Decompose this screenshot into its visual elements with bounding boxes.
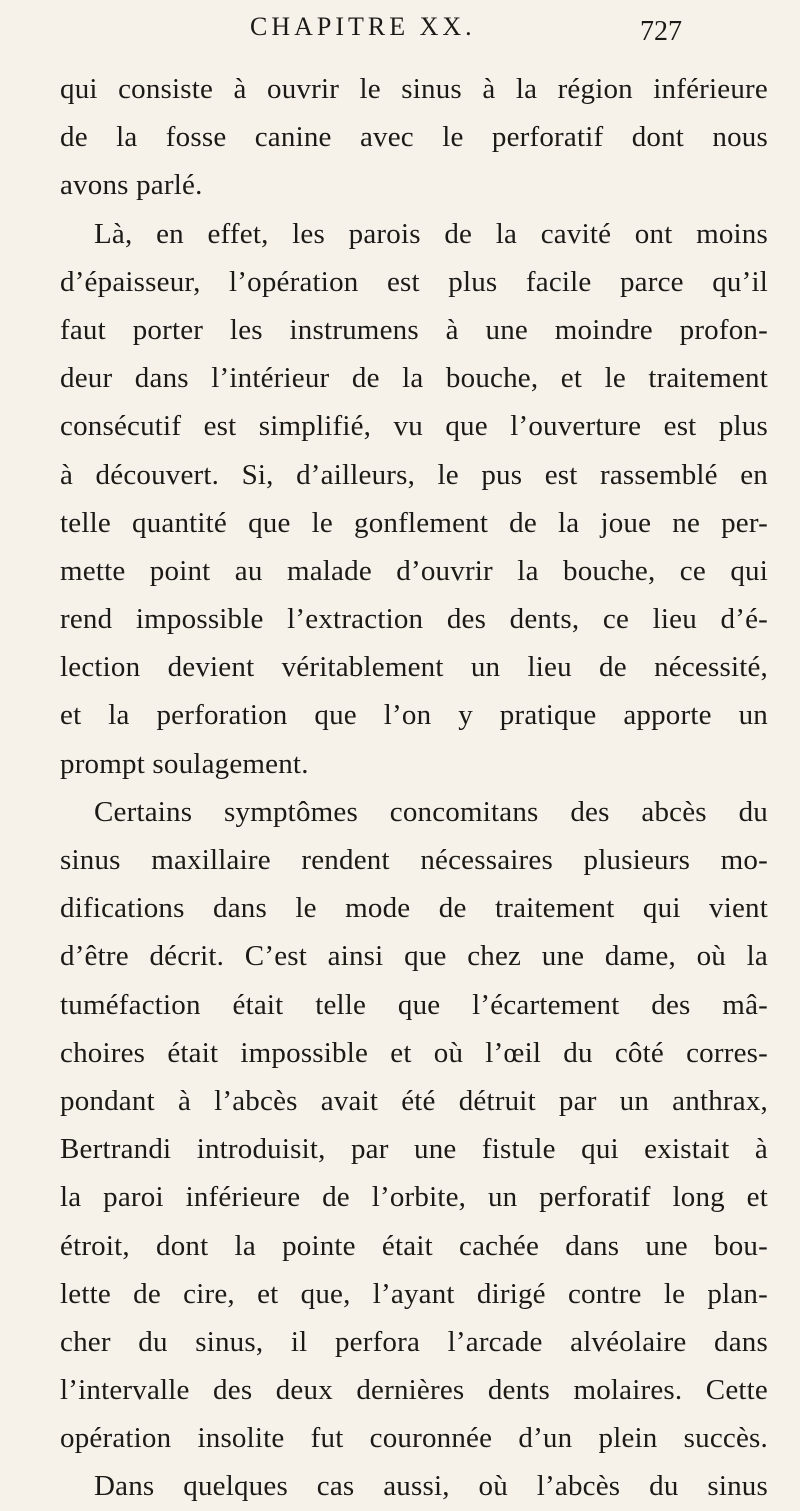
text-line: de la fosse canine avec le perforatif dont nous	[60, 121, 768, 154]
text-line: étroit, dont la pointe était cachée dans une bou-	[60, 1229, 768, 1262]
paragraph-start-line: Certains symptômes concomitans des abcès du	[94, 795, 768, 828]
text-line: opération insolite fut couronnée d’un plein succès.	[60, 1422, 768, 1455]
text-line: difications dans le mode de traitement qui vient	[60, 892, 768, 925]
text-line: d’épaisseur, l’opération est plus facile parce qu’il	[60, 265, 768, 298]
text-line: cher du sinus, il perfora l’arcade alvéolaire dans	[60, 1325, 768, 1358]
text-line: mette point au malade d’ouvrir la bouche, ce qui	[60, 554, 768, 587]
text-line: consécutif est simplifié, vu que l’ouverture est plus	[60, 410, 768, 443]
text-line: rend impossible l’extraction des dents, ce lieu d’é-	[60, 603, 768, 636]
text-line: la paroi inférieure de l’orbite, un perforatif long et	[60, 1181, 768, 1214]
page-number: 727	[640, 16, 682, 47]
text-line: tuméfaction était telle que l’écartement des mâ-	[60, 988, 768, 1021]
text-line: pondant à l’abcès avait été détruit par un anthrax,	[60, 1084, 768, 1117]
text-line: choires était impossible et où l’œil du côté corres-	[60, 1036, 768, 1069]
text-line: Bertrandi introduisit, par une fistule qui existait à	[60, 1133, 768, 1166]
text-line: avons parlé.	[60, 169, 203, 202]
text-line: sinus maxillaire rendent nécessaires plusieurs mo-	[60, 844, 768, 876]
text-line: d’être décrit. C’est ainsi que chez une dame, où la	[60, 940, 768, 973]
text-line: telle quantité que le gonflement de la joue ne per-	[60, 506, 768, 539]
text-line: à découvert. Si, d’ailleurs, le pus est rassemblé en	[60, 458, 768, 491]
paragraph-start-line: Dans quelques cas aussi, où l’abcès du sinus	[94, 1470, 768, 1503]
body-text	[60, 65, 768, 1511]
text-line: et la perforation que l’on y pratique apporte un	[60, 699, 768, 732]
text-line: lette de cire, et que, l’ayant dirigé contre le plan-	[60, 1277, 768, 1310]
text-line: lection devient véritablement un lieu de nécessité,	[60, 651, 768, 684]
running-head: CHAPITRE XX.	[250, 12, 476, 41]
text-line: qui consiste à ouvrir le sinus à la région inférieure	[60, 73, 768, 105]
text-line: prompt soulagement.	[60, 747, 309, 780]
text-line: l’intervalle des deux dernières dents molaires. Cette	[60, 1374, 768, 1407]
text-line: faut porter les instrumens à une moindre profon-	[60, 313, 768, 346]
text-line: deur dans l’intérieur de la bouche, et le traitement	[60, 362, 768, 395]
paragraph-start-line: Là, en effet, les parois de la cavité ont moins	[94, 217, 768, 250]
